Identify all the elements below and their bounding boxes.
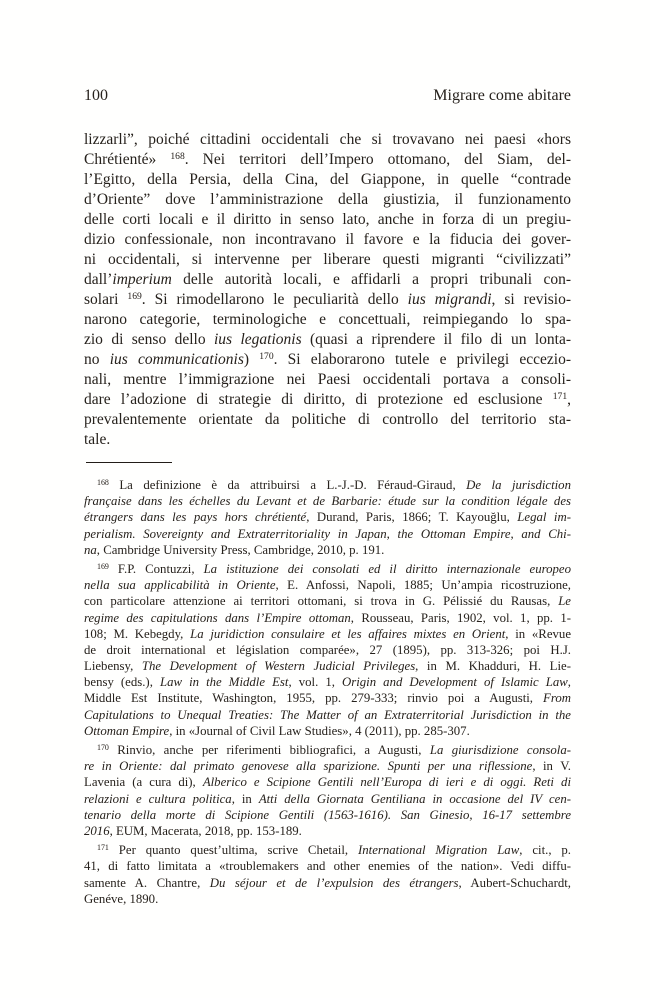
footnote-170 [84,742,571,839]
text-line: tenario della morte di Scipione Gentili (1563-1616). San Ginesio, 16-17 settembre [84,807,571,822]
footnote-separator [86,462,172,463]
text-line: nali, mentre l’immigrazione nei Paesi occidentali portava a consoli- [84,371,571,388]
text-line: de droit international et législation comparée», 27 (1895), pp. 313-326; poi H.J. [84,642,571,657]
running-header [84,87,571,107]
text-line: Ottoman Empire, in «Journal of Civil Law Studies», 4 (2011), pp. 285-307. [84,723,470,738]
text-line: française dans les échelles du Levant et de Barbarie: étude sur la condition légale des [84,494,571,509]
body-paragraph [84,130,571,450]
footnote-171 [84,842,571,907]
footnote-ref: 169 [127,291,142,303]
text-line: regime des capitulations dans l’Empire ottoman, Rousseau, Paris, 1902, vol. 1, pp. 1- [84,610,571,625]
footnote-ref: 168 [170,151,185,163]
footnotes-section [84,477,571,910]
footnote-ref: 169 [97,562,109,572]
text-line: $^{168}$ La definizione è da attribuirsi a L.-J.-D. Féraud-Giraud, De la jurisdiction [97,478,571,492]
text-line: d’Oriente” dove l’amministrazione della giustizia, il funzionamento [84,191,571,208]
footnote-ref: 170 [97,743,109,753]
text-line: re in Oriente: dal primato genovese alla sparizione. Spunti per una riflessione, in V. [84,759,571,774]
text-line: Capitulations to Unequal Treaties: The Matter of an Extraterritorial Jurisdiction in the [84,707,571,722]
footnote-ref: 171 [97,843,109,853]
text-line: lizzarli”, poiché cittadini occidentali che si trovavano nei paesi «hors [84,131,571,148]
text-line: na, Cambridge University Press, Cambridge, 2010, p. 191. [84,542,385,557]
text-line: 2016, EUM, Macerata, 2018, pp. 153-189. [84,823,302,838]
text-line: perialism. Sovereignty and Extraterritoriality in Japan, the Ottoman Empire, and Chi- [84,526,571,541]
text-line: prevalentemente orientate da politiche di controllo del territorio sta- [84,411,571,428]
text-line: nella sua applicabilità in Oriente, E. Anfossi, Napoli, 1885; Un’ampia ricostruzione, [84,578,572,593]
text-line: relazioni e cultura politica, in Atti della Giornata Gentiliana in occasione del IV cen- [84,791,571,806]
page-number: 100 [84,87,108,104]
text-line: 41, di fatto limitata a «troublemakers and other enemies of the nation». Vedi diffu- [84,859,571,874]
text-line: dizio confessionale, non incontravano il favore e la fiducia dei gover- [84,231,571,248]
text-line: Genéve, 1890. [84,891,159,906]
text-line: narono categorie, terminologiche e concettuali, reimpiegando lo spa- [84,311,571,328]
text-line: no ius communicationis) $^{170}$. Si elaborarono tutele e privilegi eccezio- [84,351,572,368]
footnote-169 [84,561,571,739]
text-line: $^{170}$ Rinvio, anche per riferimenti bibliografici, a Augusti, La giurisdizione consola- [97,743,571,757]
text-line: delle corti locali e il diritto in senso lato, anche in forza di un pregiu- [84,211,571,228]
text-line: Chrétienté» $^{168}$. Nei territori dell’Impero ottomano, del Siam, del- [84,151,571,168]
text-line: con particolare attenzione ai territori ottomani, si trova in G. Pélissié du Rausas, Le [84,594,571,609]
text-line: étrangers dans les pays hors chrétienté, Durand, Paris, 1866; T. Kayouğlu, Legal im- [84,510,571,525]
running-title: Migrare come abitare [433,87,571,104]
text-line: $^{171}$ Per quanto quest’ultima, scrive Chetail, International Migration Law, cit., p. [97,843,572,858]
text-line: samente A. Chantre, Du séjour et de l’expulsion des étrangers, Aubert-Schuchardt, [84,875,571,890]
text-line: $^{169}$ F.P. Contuzzi, La istituzione dei consolati ed il diritto internazionale europeo [97,561,572,576]
text-line: dall’imperium delle autorità locali, e affidarli a propri tribunali con- [84,271,571,288]
text-line: ni occidentali, si intervenne per liberare questi migranti “civilizzati” [84,251,571,268]
text-line: tale. [84,431,111,448]
text-line: Liebensy, The Development of Western Judicial Privileges, in M. Khadduri, H. Lie- [84,659,571,674]
text-line: zio di senso dello ius legationis (quasi a riprendere il filo di un lonta- [84,331,571,348]
footnote-ref: 168 [97,478,109,488]
text-line: solari $^{169}$. Si rimodellarono le peculiarità dello ius migrandi, si revisio- [84,291,572,308]
text-line: Lavenia (a cura di), Alberico e Scipione Gentili nell’Europa di ieri e di oggi. Reti di [84,775,571,790]
text-line: dare l’adozione di strategie di diritto, di protezione ed esclusione $^{171}$, [84,391,571,408]
text-line: bensy (eds.), Law in the Middle Est, vol. 1, Origin and Development of Islamic Law, [84,675,571,690]
footnote-ref: 171 [552,391,568,403]
text-line: Middle Est Institute, Washington, 1955, pp. 279-333; rinvio poi a Augusti, From [84,691,571,706]
footnote-168 [84,477,571,558]
footnote-ref: 170 [259,351,274,363]
text-line: 108; M. Kebegdy, La juridiction consulaire et les affaires mixtes en Orient, in «Revue [84,626,571,641]
text-line: l’Egitto, della Persia, della Cina, del Giappone, in quelle “contrade [84,171,571,188]
